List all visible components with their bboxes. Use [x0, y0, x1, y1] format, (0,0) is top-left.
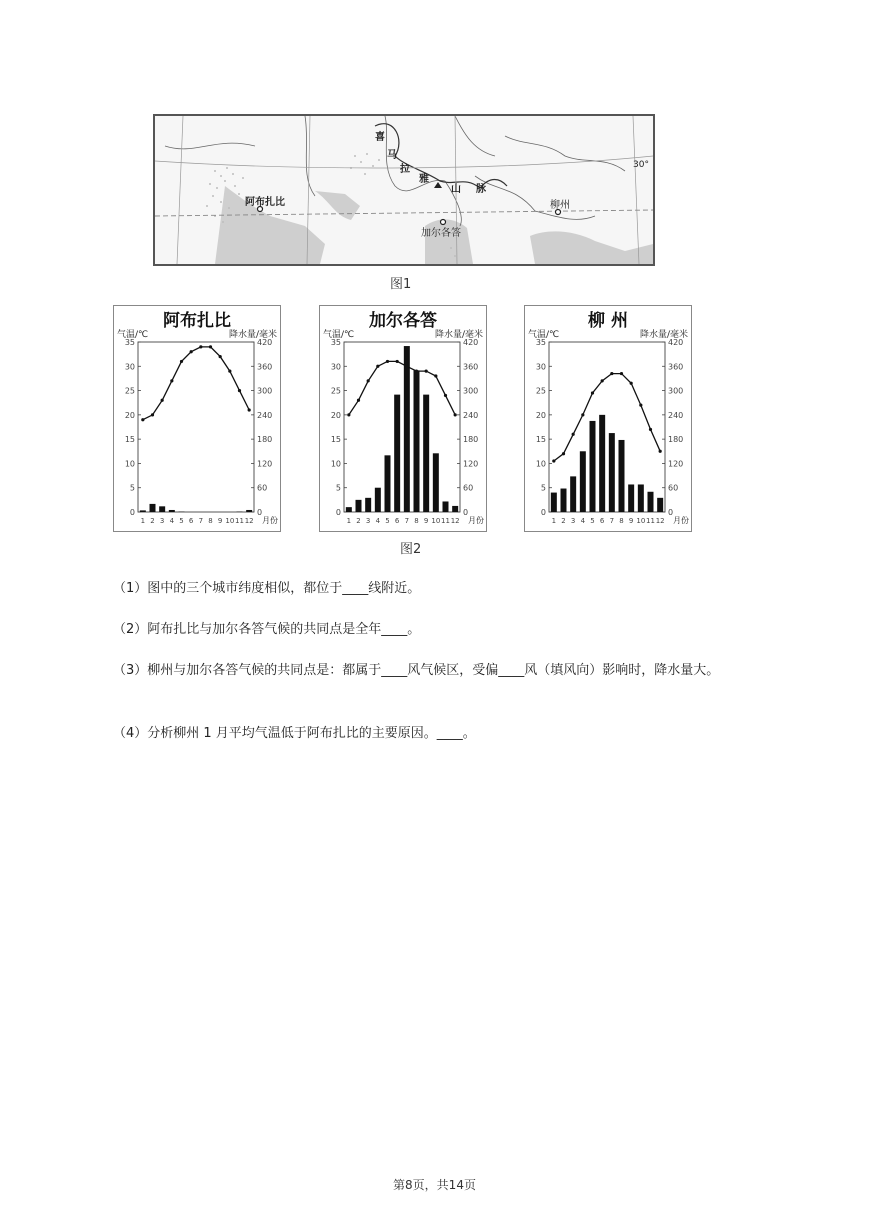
- precip-bar: [590, 421, 596, 512]
- x-tick-label: 4: [375, 517, 381, 525]
- precip-bar: [150, 504, 156, 512]
- x-tick-label: 2: [561, 517, 566, 525]
- temp-tick-label: 15: [124, 435, 135, 445]
- temp-tick-label: 20: [330, 410, 341, 420]
- x-tick-label: 12: [655, 517, 665, 525]
- temp-tick-label: 30: [124, 362, 135, 372]
- temp-point: [552, 459, 555, 462]
- ylabel-left: 气温/℃: [528, 330, 560, 340]
- precip-bar: [365, 498, 371, 512]
- precip-bar: [657, 498, 663, 512]
- precip-tick-label: 0: [668, 508, 674, 517]
- precip-tick-label: 360: [463, 362, 479, 372]
- temp-line: [143, 347, 249, 420]
- temp-point: [425, 370, 428, 373]
- x-tick-label: 6: [394, 517, 400, 525]
- precip-bar: [375, 488, 381, 512]
- precip-tick-label: 420: [257, 338, 273, 347]
- map-label-liuzhou: 柳州: [550, 200, 570, 211]
- temp-point: [367, 379, 370, 382]
- x-tick-label: 12: [450, 517, 460, 525]
- ylabel-right: 降水量/毫米: [228, 330, 277, 340]
- temp-point: [659, 450, 662, 453]
- temp-tick-label: 25: [330, 386, 341, 396]
- precip-bar: [394, 395, 400, 512]
- precip-tick-label: 60: [257, 483, 268, 493]
- temp-tick-label: 5: [335, 483, 341, 493]
- temp-point: [219, 355, 222, 358]
- temp-tick-label: 35: [124, 338, 135, 347]
- chart-title: 柳 州: [588, 311, 628, 331]
- precip-bar: [404, 346, 410, 512]
- x-tick-label: 4: [169, 517, 175, 525]
- x-tick-label: 3: [159, 517, 165, 525]
- precip-tick-label: 420: [668, 338, 684, 347]
- x-tick-label: 2: [150, 517, 155, 525]
- temp-point: [591, 391, 594, 394]
- map-graphic: [155, 116, 653, 264]
- precip-bar: [169, 510, 175, 512]
- precip-tick-label: 240: [463, 410, 479, 420]
- precip-tick-label: 0: [463, 508, 469, 517]
- precip-bar: [580, 451, 586, 512]
- figure1-map: [153, 114, 655, 266]
- x-tick-label: 3: [570, 517, 576, 525]
- temp-point: [454, 413, 457, 416]
- precip-tick-label: 420: [463, 338, 479, 347]
- map-label-kolkata: 加尔各答: [421, 228, 461, 239]
- x-tick-label: 5: [590, 517, 595, 525]
- precip-bar: [648, 492, 654, 512]
- page-footer: 第8页，共14页: [393, 1178, 476, 1192]
- ylabel-right: 降水量/毫米: [639, 330, 688, 340]
- temp-tick-label: 10: [330, 459, 341, 469]
- question-2: （2）阿布扎比与加尔各答气候的共同点是全年____。: [113, 622, 421, 637]
- map-label-himalaya-5: 山: [451, 184, 461, 195]
- question-1: （1）图中的三个城市纬度相似，都位于____线附近。: [113, 581, 421, 596]
- temp-point: [141, 418, 144, 421]
- x-tick-label: 7: [609, 517, 615, 525]
- temp-point: [572, 433, 575, 436]
- precip-bar: [385, 455, 391, 512]
- precip-bar: [599, 415, 605, 512]
- map-label-himalaya-6: 脉: [476, 184, 486, 195]
- map-label-himalaya-2: 马: [387, 150, 397, 161]
- chart-liuzhou: [524, 305, 692, 532]
- precip-tick-label: 240: [668, 410, 684, 420]
- precip-tick-label: 120: [257, 459, 273, 469]
- temp-point: [581, 413, 584, 416]
- plot-frame: [344, 342, 460, 512]
- temp-point: [405, 365, 408, 368]
- temp-point: [190, 350, 193, 353]
- chart-abu-dhabi: [113, 305, 281, 532]
- x-tick-label: 9: [423, 517, 429, 525]
- precip-bar: [551, 493, 557, 512]
- x-tick-label: 2: [356, 517, 361, 525]
- map-label-lat: 30°: [633, 160, 649, 170]
- x-tick-label: 12: [244, 517, 254, 525]
- temp-point: [228, 370, 231, 373]
- chart-title: 阿布扎比: [163, 311, 231, 331]
- x-tick-label: 5: [179, 517, 184, 525]
- temp-point: [357, 399, 360, 402]
- temp-line: [554, 374, 660, 461]
- precip-bar: [140, 510, 146, 512]
- temp-point: [170, 379, 173, 382]
- chart-kolkata: [319, 305, 487, 532]
- precip-tick-label: 0: [257, 508, 263, 517]
- precip-bar: [159, 506, 165, 512]
- temp-tick-label: 15: [330, 435, 341, 445]
- map-label-abu-dhabi: 阿布扎比: [245, 197, 285, 208]
- temp-point: [610, 372, 613, 375]
- precip-tick-label: 120: [463, 459, 479, 469]
- precip-bar: [628, 484, 634, 512]
- temp-tick-label: 5: [540, 483, 546, 493]
- temp-point: [415, 370, 418, 373]
- temp-point: [620, 372, 623, 375]
- temp-point: [630, 382, 633, 385]
- ylabel-right: 降水量/毫米: [434, 330, 483, 340]
- temp-tick-label: 35: [330, 338, 341, 347]
- temp-point: [396, 360, 399, 363]
- x-tick-label: 6: [188, 517, 194, 525]
- x-tick-label: 6: [599, 517, 605, 525]
- precip-bar: [619, 440, 625, 512]
- precip-tick-label: 360: [257, 362, 273, 372]
- temp-tick-label: 10: [535, 459, 546, 469]
- temp-tick-label: 0: [540, 508, 546, 517]
- temp-point: [639, 404, 642, 407]
- temp-tick-label: 35: [535, 338, 546, 347]
- precip-bar: [561, 489, 567, 512]
- temp-point: [562, 452, 565, 455]
- x-tick-label: 8: [208, 517, 213, 525]
- precip-bar: [638, 484, 644, 512]
- precip-tick-label: 180: [257, 435, 273, 445]
- temp-tick-label: 20: [124, 410, 135, 420]
- x-tick-label: 9: [217, 517, 223, 525]
- precip-bar: [356, 500, 362, 512]
- plot-frame: [138, 342, 254, 512]
- temp-point: [248, 408, 251, 411]
- temp-tick-label: 20: [535, 410, 546, 420]
- x-tick-label: 10: [225, 517, 235, 525]
- figure1-caption: 图1: [390, 277, 412, 292]
- map-label-himalaya-3: 拉: [400, 164, 410, 175]
- temp-tick-label: 15: [535, 435, 546, 445]
- precip-bar: [346, 507, 352, 512]
- precip-tick-label: 60: [668, 483, 679, 493]
- temp-tick-label: 10: [124, 459, 135, 469]
- precip-tick-label: 360: [668, 362, 684, 372]
- figure2-caption: 图2: [400, 542, 422, 557]
- temp-point: [161, 399, 164, 402]
- x-tick-label: 1: [140, 517, 146, 525]
- temp-point: [601, 379, 604, 382]
- x-tick-label: 10: [431, 517, 441, 525]
- question-4: （4）分析柳州 1 月平均气温低于阿布扎比的主要原因。____。: [113, 726, 476, 741]
- x-tick-label: 11: [441, 517, 450, 525]
- xlabel: 月份: [468, 516, 484, 525]
- temp-point: [347, 413, 350, 416]
- x-tick-label: 11: [646, 517, 655, 525]
- x-tick-label: 7: [404, 517, 410, 525]
- precip-tick-label: 300: [668, 386, 684, 396]
- x-tick-label: 4: [580, 517, 586, 525]
- temp-tick-label: 30: [535, 362, 546, 372]
- ylabel-left: 气温/℃: [117, 330, 149, 340]
- temp-tick-label: 25: [124, 386, 135, 396]
- temp-point: [180, 360, 183, 363]
- temp-point: [209, 345, 212, 348]
- temp-tick-label: 0: [335, 508, 341, 517]
- xlabel: 月份: [262, 516, 278, 525]
- chart-svg: [525, 306, 691, 531]
- precip-tick-label: 180: [668, 435, 684, 445]
- x-tick-label: 7: [198, 517, 204, 525]
- temp-point: [376, 365, 379, 368]
- precip-bar: [609, 433, 615, 512]
- temp-point: [238, 389, 241, 392]
- precip-bar: [433, 453, 439, 512]
- temp-point: [444, 394, 447, 397]
- precip-bar: [414, 370, 420, 512]
- x-tick-label: 10: [636, 517, 646, 525]
- plot-frame: [549, 342, 665, 512]
- ylabel-left: 气温/℃: [323, 330, 355, 340]
- x-tick-label: 1: [346, 517, 352, 525]
- temp-line: [349, 361, 455, 415]
- x-tick-label: 8: [414, 517, 419, 525]
- precip-tick-label: 120: [668, 459, 684, 469]
- precip-bar: [570, 476, 576, 512]
- precip-bar: [452, 506, 458, 512]
- question-3: （3）柳州与加尔各答气候的共同点是：都属于____风气候区，受偏____风（填风向）影响时，降水量大。: [113, 663, 720, 678]
- temp-tick-label: 30: [330, 362, 341, 372]
- temp-point: [151, 413, 154, 416]
- chart-svg: [114, 306, 280, 531]
- precip-bar: [443, 501, 449, 512]
- map-label-himalaya-4: 雅: [419, 174, 429, 185]
- x-tick-label: 8: [619, 517, 624, 525]
- temp-tick-label: 25: [535, 386, 546, 396]
- x-tick-label: 9: [628, 517, 634, 525]
- map-label-himalaya-1: 喜: [375, 132, 385, 143]
- chart-title: 加尔各答: [369, 311, 437, 331]
- x-tick-label: 11: [235, 517, 244, 525]
- temp-point: [434, 374, 437, 377]
- precip-tick-label: 300: [257, 386, 273, 396]
- temp-tick-label: 0: [129, 508, 135, 517]
- temp-tick-label: 5: [129, 483, 135, 493]
- x-tick-label: 3: [365, 517, 371, 525]
- temp-point: [199, 345, 202, 348]
- temp-point: [649, 428, 652, 431]
- xlabel: 月份: [673, 516, 689, 525]
- chart-svg: [320, 306, 486, 531]
- x-tick-label: 5: [385, 517, 390, 525]
- x-tick-label: 1: [551, 517, 557, 525]
- precip-tick-label: 60: [463, 483, 474, 493]
- precip-bar: [423, 395, 429, 512]
- precip-tick-label: 240: [257, 410, 273, 420]
- precip-bar: [246, 510, 252, 512]
- temp-point: [386, 360, 389, 363]
- precip-tick-label: 180: [463, 435, 479, 445]
- precip-tick-label: 300: [463, 386, 479, 396]
